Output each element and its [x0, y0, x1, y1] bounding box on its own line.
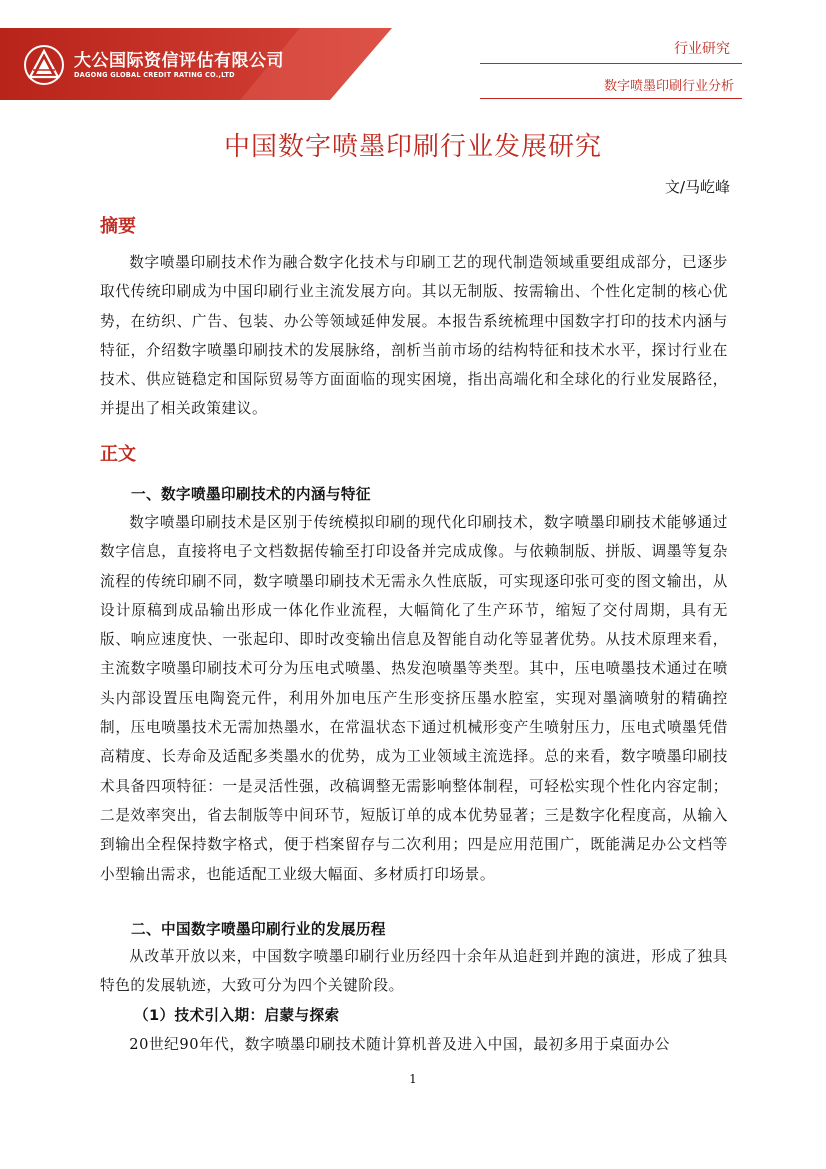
company-logo [22, 45, 284, 85]
dagong-logo-icon [22, 43, 66, 87]
logo-text [74, 51, 284, 80]
document-title: 中国数字喷墨印刷行业发展研究 [223, 132, 602, 162]
stage-1-title: （1）技术引入期：启蒙与探索 [134, 1007, 340, 1024]
stage-1-paragraph: 20世纪90年代，数字喷墨印刷技术随计算机普及进入中国，最初多用于桌面办公 [129, 1036, 671, 1053]
header-divider [480, 63, 742, 64]
company-name-cn: 大公国际资信评估有限公司 [74, 50, 284, 71]
page-number: 1 [409, 1072, 417, 1086]
header-divider [480, 98, 742, 99]
abstract-paragraph: 数字喷墨印刷技术作为融合数字化技术与印刷工艺的现代制造领域重要组成部分，已逐步取代传统印刷成为中国印刷行业主流发展方向。其以无制版、按需输出、个性化定制的核心优势，在纺织、广告、包装、办公等领域延伸发展。本报告系统梳理中国数字打印的技术内涵与特征，介绍数字喷墨印刷技术的发展脉络，剖析当前市场的结构特征和技术水平，探讨行业在技术、供应链稳定和国际贸易等方面面临的现实困境，指出高端化和全球化的行业发展路径，并提出了相关政策建议。 [100, 254, 728, 418]
header-topic: 数字喷墨印刷行业分析 [603, 79, 734, 94]
abstract-heading: 摘要 [100, 216, 136, 237]
section-2-title: 二、中国数字喷墨印刷行业的发展历程 [131, 921, 386, 938]
author-line: 文/马屹峰 [664, 178, 730, 196]
section-1-title: 一、数字喷墨印刷技术的内涵与特征 [131, 486, 371, 503]
header-category: 行业研究 [674, 41, 730, 57]
company-name-en: DAGONG GLOBAL CREDIT RATING CO.,LTD [74, 70, 235, 79]
body-heading: 正文 [100, 444, 136, 465]
section-1-paragraph: 数字喷墨印刷技术是区别于传统模拟印刷的现代化印刷技术，数字喷墨印刷技术能够通过数字信息，直接将电子文档数据传输至打印设备并完成成像。与依赖制版、拼版、调墨等复杂流程的传统印刷不同，数字喷墨印刷技术无需永久性底版，可实现逐印张可变的图文输出，从设计原稿到成品输出形成一体化作业流程，大幅简化了生产环节，缩短了交付周期，具有无版、响应速度快、一张起印、即时改变输出信息及智能自动化等显著优势。从技术原理来看，主流数字喷墨印刷技术可分为压电式喷墨、热发泡喷墨等类型。其中，压电喷墨技术通过在喷头内部设置压电陶瓷元件，利用外加电压产生形变挤压墨水腔室，实现对墨滴喷射的精确控制，压电喷墨技术无需加热墨水，在常温状态下通过机械形变产生喷射压力，压电式喷墨凭借高精度、长寿命及适配多类墨水的优势，成为工业领域主流选择。总的来看，数字喷墨印刷技术具备四项特征：一是灵活性强，改稿调整无需影响整体制程，可轻松实现个性化内容定制；二是效率突出，省去制版等中间环节，短版订单的成本优势显著；三是数字化程度高，从输入到输出全程保持数字格式，便于档案留存与二次利用；四是应用范围广，既能满足办公文档等小型输出需求，也能适配工业级大幅面、多材质打印场景。 [100, 514, 728, 883]
section-2-paragraph: 从改革开放以来，中国数字喷墨印刷行业历经四十余年从追赶到并跑的演进，形成了独具特色的发展轨迹，大致可分为四个关键阶段。 [100, 948, 728, 995]
